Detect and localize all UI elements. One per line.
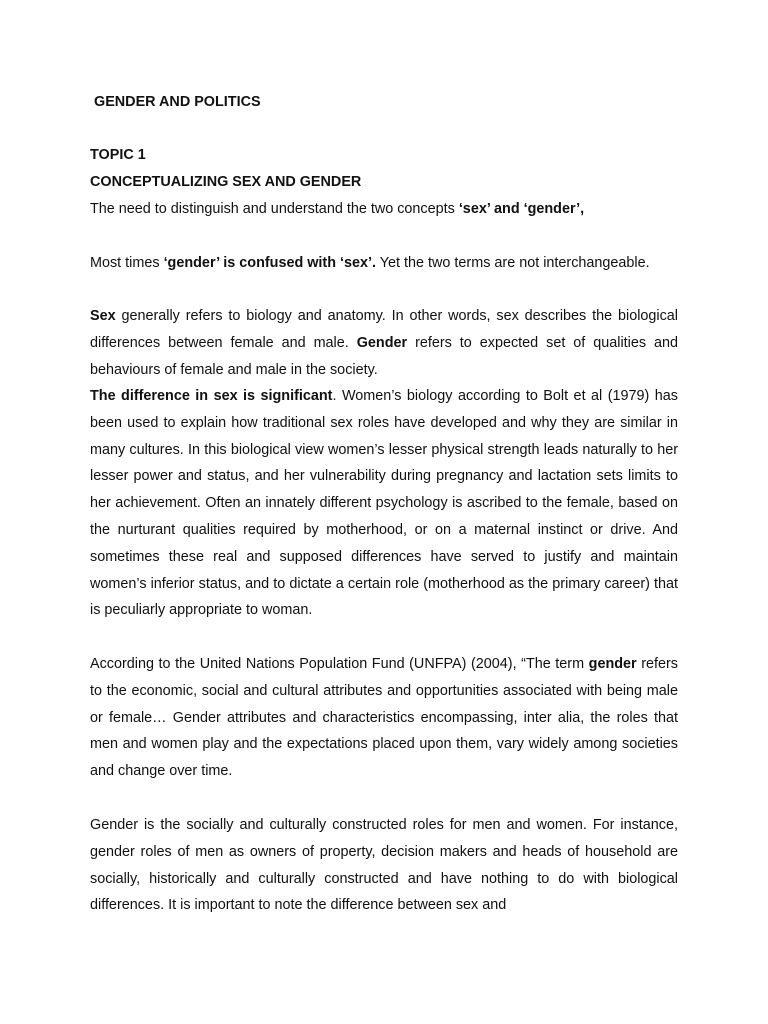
p4-bold: gender xyxy=(588,656,637,672)
intro-bold-terms: ‘sex’ and ‘gender’, xyxy=(458,201,585,217)
p4-pre: According to the United Nations Population Fund (UNFPA) (2004), “The term xyxy=(90,656,589,672)
topic-label: TOPIC 1 xyxy=(90,147,146,163)
p1-pre: Most times xyxy=(90,255,164,271)
p1-bold: ‘gender’ is confused with ‘sex’. xyxy=(163,255,377,271)
p1-post: Yet the two terms are not interchangeable. xyxy=(376,255,650,271)
p2-text2: refers to expected set of qualities and behaviours of female and male in the society. xyxy=(90,334,678,378)
p2-bold-sex: Sex xyxy=(90,308,116,324)
p5-text: Gender is the socially and culturally constructed roles for men and women. For instance, gender roles of men as owners of property, decision makers and heads of household are socially, historically and culturally constructed and have nothing to do with biological differences. It is important to note the difference between sex and xyxy=(90,817,678,914)
p3-bold: The difference in sex is significant xyxy=(90,388,333,404)
intro-line xyxy=(90,200,584,218)
p2-text1: generally refers to biology and anatomy. In other words, sex describes the biological differences between female and male. xyxy=(90,308,678,351)
p4-post: refers to the economic, social and cultural attributes and opportunities associated with being male or female… Gender attributes and characteristics encompassing, inter alia, the roles that men and women play and the expectations placed upon them, vary widely among societies and change over time. xyxy=(90,656,678,780)
p3-text: . Women’s biology according to Bolt et al (1979) has been used to explain how traditional sex roles have developed and why they are similar in many cultures. In this biological view women’s lesser physical strength leads naturally to her lesser power and status, and her vulnerability during pregnancy and lactation sets limits to her achievement. Often an innately different psychology is ascribed to the female, based on the nurturant qualities required by motherhood, or on a maternal instinct or drive. And sometimes these real and supposed differences have served to justify and maintain women’s inferior status, and to dictate a certain role (motherhood as the primary career) that is peculiarly appropriate to woman. xyxy=(90,388,678,619)
p2-bold-gender: Gender xyxy=(356,334,408,351)
document-title: GENDER AND POLITICS xyxy=(94,94,261,110)
topic-heading: CONCEPTUALIZING SEX AND GENDER xyxy=(90,174,362,190)
paragraph-sex-definition xyxy=(90,303,678,383)
paragraph-unfpa-definition xyxy=(90,651,678,785)
paragraph-gender-constructed xyxy=(90,812,678,919)
paragraph-difference-significant xyxy=(90,383,678,624)
intro-text: The need to distinguish and understand the two concepts xyxy=(90,201,459,217)
paragraph-gender-confused xyxy=(90,250,678,277)
